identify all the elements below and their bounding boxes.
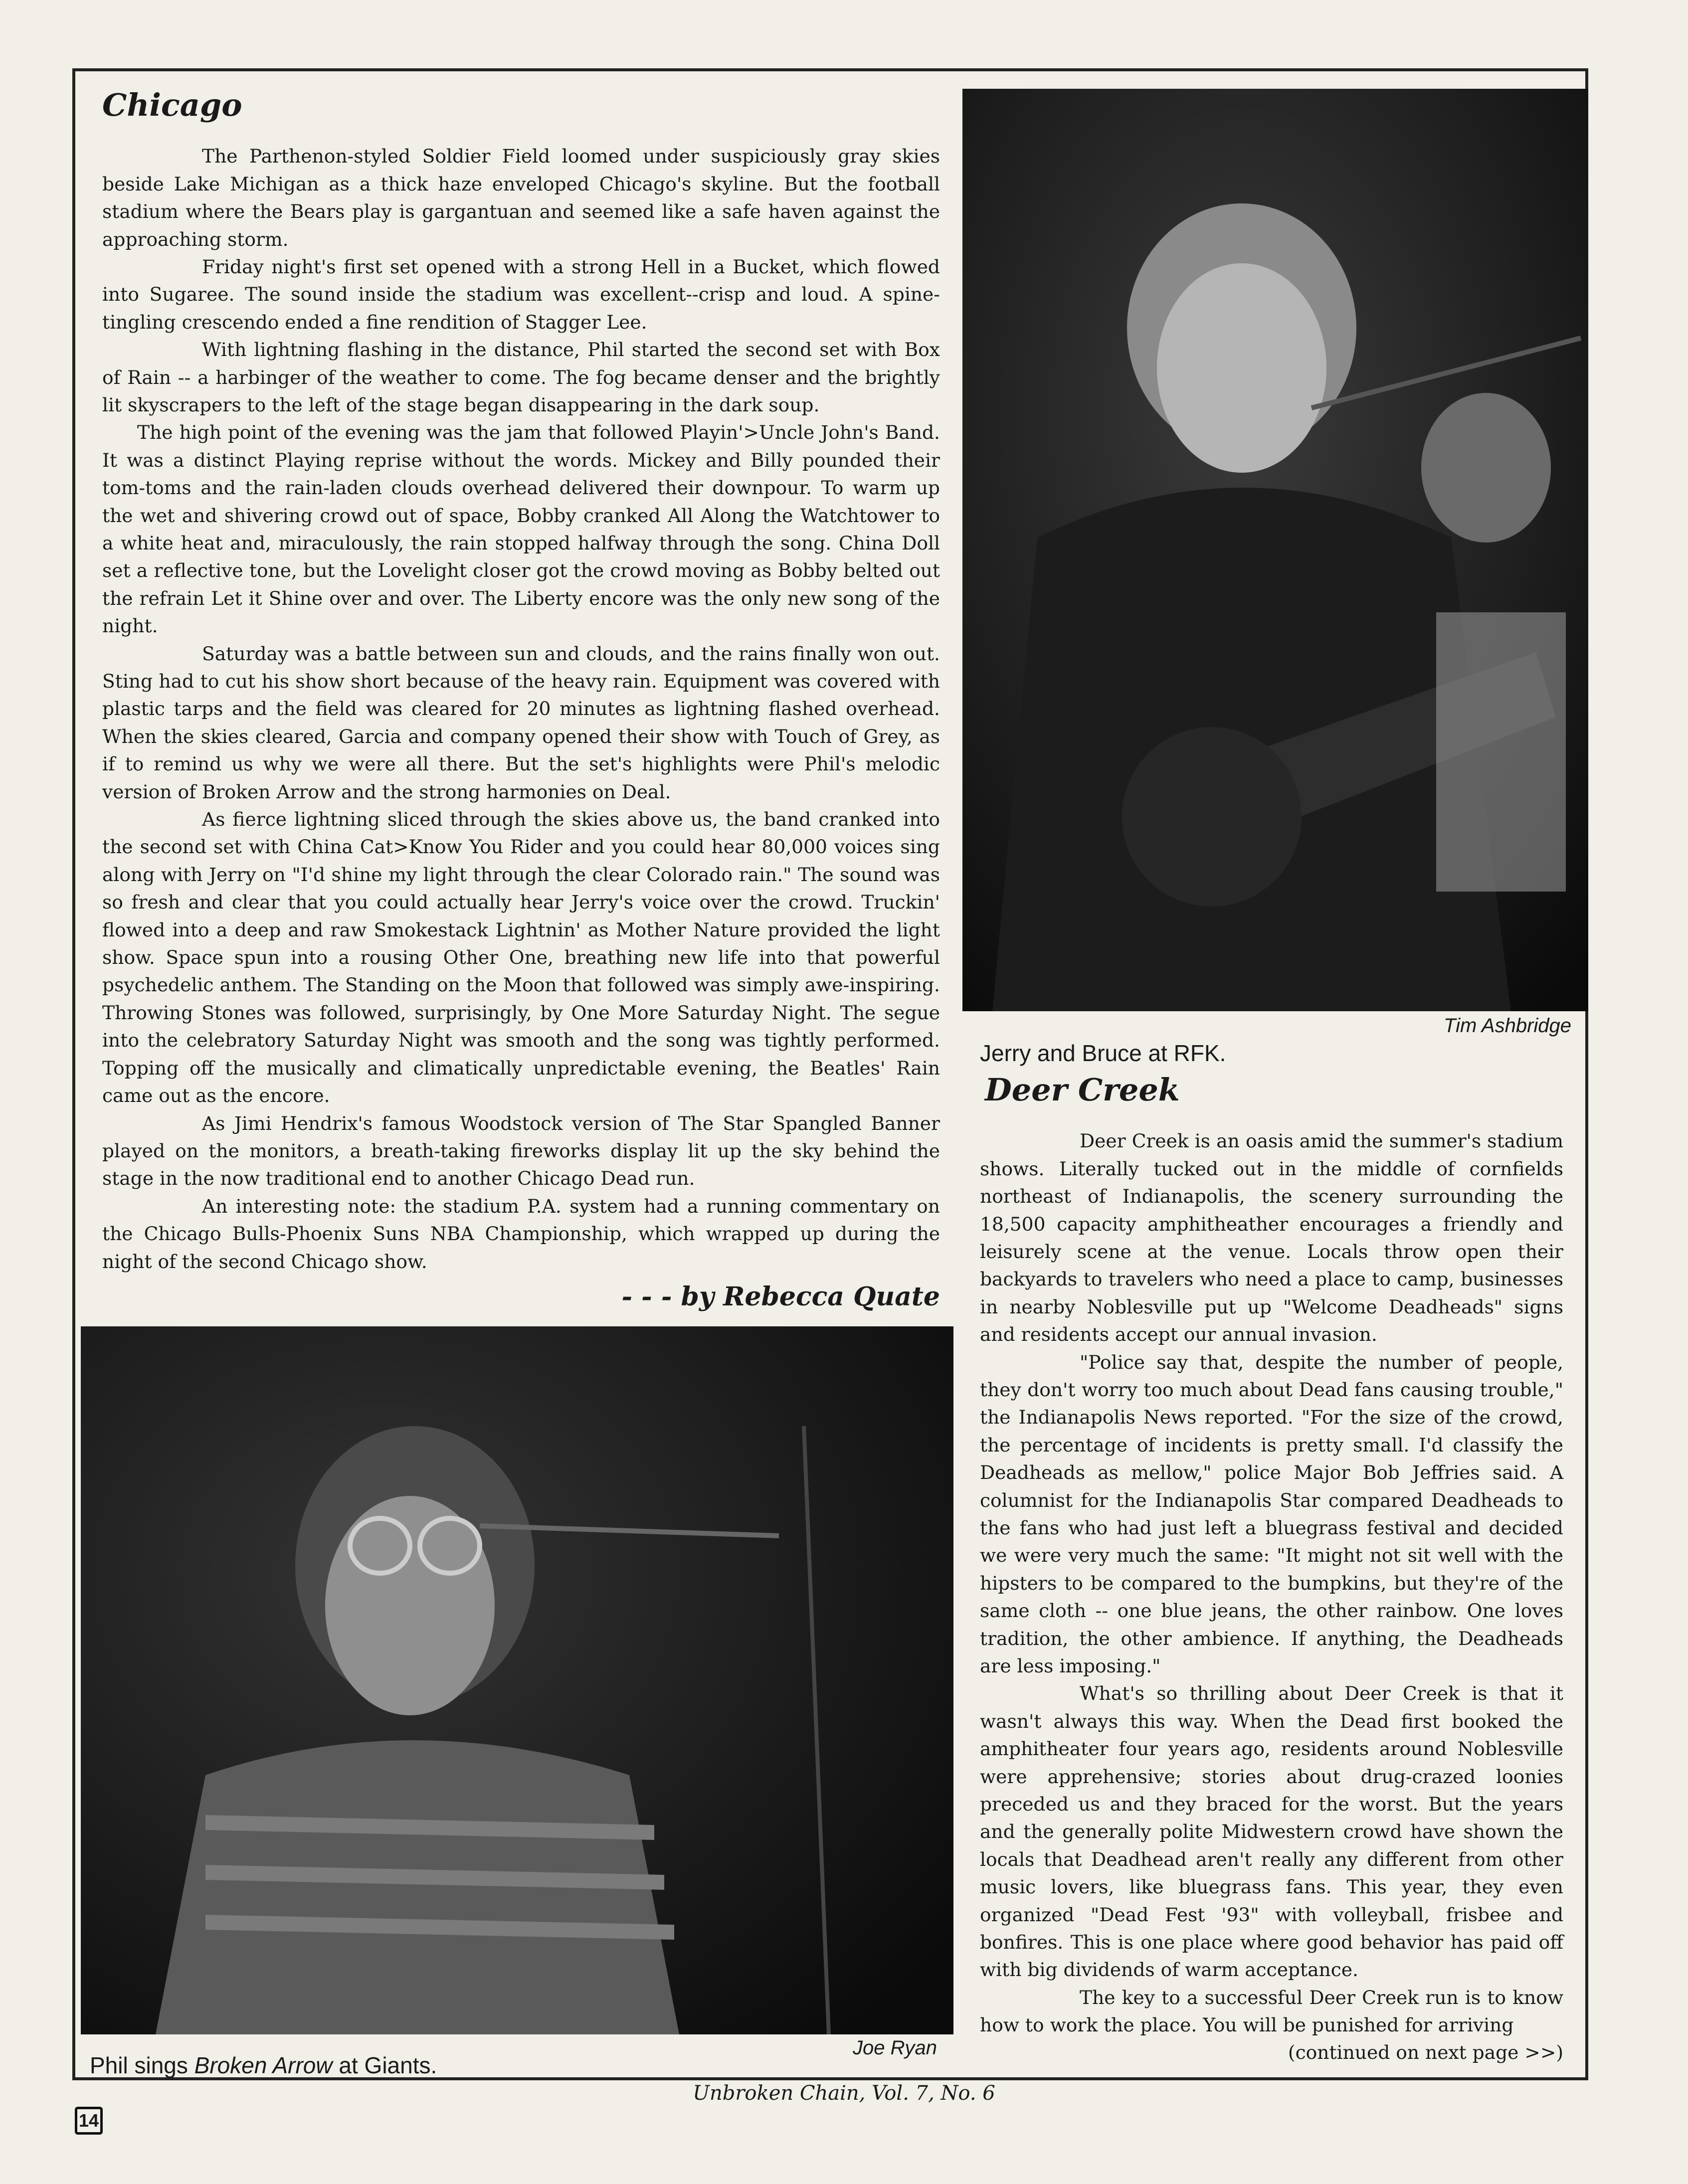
deer-creek-paragraph: Deer Creek is an oasis amid the summer's stadium shows. Literally tucked out in the middle of cornfields northeast of Indianapolis, the scenery surrounding the 18,500 capacity amphitheather encourages a friendly and leisurely scene at the venue. Locals throw open their backyards to travelers who need a place to camp, businesses in nearby Noblesville put up "Welcome Deadheads" signs and residents accept our annual invasion.: [980, 1130, 1563, 1346]
caption-song-title: Broken Arrow: [194, 2052, 333, 2078]
caption-text: Phil sings: [90, 2052, 194, 2078]
chicago-paragraph: The high point of the evening was the jam that followed Playin'>Uncle John's Band. It was a distinct Playing reprise without the words. Mickey and Billy pounded their tom-toms and the rain-laden clouds overhead delivered their downpour. To warm up the wet and shivering crowd out of space, Bobby cranked All Along the Watchtower to a white heat and, miraculously, the rain stopped halfway through the song. China Doll set a reflective tone, but the Lovelight closer got the crowd moving as Bobby belted out the refrain Let it Shine over and over. The Liberty encore was the only new song of the night.: [102, 421, 940, 637]
chicago-byline: - - - by Rebecca Quate: [621, 1281, 940, 1312]
deer-creek-paragraph: "Police say that, despite the number of people, they don't worry too much about Dead fans causing trouble," the Indianapolis News reported. "For the size of the crowd, the percentage of incidents is pretty small. I'd classify the Deadheads as mellow," police Major Bob Jeffries said. A columnist for the Indianapolis Star compared Deadheads to the fans who had just left a bluegrass festival and decided we were very much the same: "It might not sit well with the hipsters to be compared to the bumpkins, but they're of the same cloth -- one blue jeans, the other rainbow. One loves tradition, the other ambience. If anything, the Deadheads are less imposing.": [980, 1351, 1563, 1677]
chicago-paragraph: Saturday was a battle between sun and clouds, and the rains finally won out. Sting had to cut his show short because of the heavy rain. Equipment was covered with plastic tarps and the field was cleared for 20 minutes as lightning flashed overhead. When the skies cleared, Garcia and company opened their show with Touch of Grey, as if to remind us why we were all there. But the set's highlights were Phil's melodic version of Broken Arrow and the strong harmonies on Deal.: [102, 642, 940, 803]
deer-creek-paragraph: What's so thrilling about Deer Creek is that it wasn't always this way. When the Dead first booked the amphitheater four years ago, residents around Noblesville were apprehensive; stories about drug-crazed loonies preceded us and they braced for the worst. But the years and the generally polite Midwestern crowd have shown the locals that Deadhead aren't really any different from other music lovers, like bluegrass fans. This year, they even organized "Dead Fest '93" with volleyball, frisbee and bonfires. This is one place where good behavior has paid off with big dividends of warm acceptance.: [980, 1682, 1563, 1981]
concert-photo-image: [81, 1326, 953, 2034]
deer-creek-article: [980, 1072, 1563, 2063]
caption-text: at Giants.: [332, 2052, 437, 2078]
deer-creek-heading: Deer Creek: [985, 1072, 1180, 1108]
chicago-paragraph: With lightning flashing in the distance, Phil started the second set with Box of Rain -- a harbinger of the weather to come. The fog became denser and the brightly lit skyscrapers to the left of the stage began disappearing in the dark soup.: [102, 339, 940, 416]
chicago-article: [102, 87, 940, 1312]
photo-phil: [81, 1326, 953, 2034]
concert-photo-image: [962, 89, 1588, 1011]
chicago-body: [102, 143, 940, 1275]
page-number: 14: [75, 2107, 103, 2135]
photo-caption-bottom: [90, 2052, 437, 2079]
chicago-heading: Chicago: [102, 87, 242, 123]
deer-creek-paragraph: The key to a successful Deer Creek run is to know how to work the place. You will be punished for arriving: [980, 1986, 1563, 2036]
chicago-paragraph: As Jimi Hendrix's famous Woodstock version of The Star Spangled Banner played on the monitors, a breath-taking fireworks display lit up the sky behind the stage in the now traditional end to another Chicago Dead run.: [102, 1112, 940, 1190]
photo-caption-top: Jerry and Bruce at RFK.: [980, 1040, 1226, 1066]
chicago-paragraph: The Parthenon-styled Soldier Field loomed under suspiciously gray skies beside Lake Michigan as a thick haze enveloped Chicago's skyline. But the football stadium where the Bears play is gargantuan and seemed like a safe haven against the approaching storm.: [102, 145, 940, 250]
chicago-paragraph: As fierce lightning sliced through the skies above us, the band cranked into the second set with China Cat>Know You Rider and you could hear 80,000 voices sing along with Jerry on "I'd shine my light through the clear Colorado rain." The sound was so fresh and clear that you could actually hear Jerry's voice over the crowd. Truckin' flowed into a deep and raw Smokestack Lightnin' as Mother Nature provided the light show. Space spun into a rousing Other One, breathing new life into that powerful psychedelic anthem. The Standing on the Moon that followed was simply awe-inspiring. Throwing Stones was followed, surprisingly, by One More Saturday Night. The segue into the celebratory Saturday Night was smooth and the song was tightly performed. Topping off the musically and climatically unpredictable evening, the Beatles' Rain came out as the encore.: [102, 808, 940, 1107]
chicago-paragraph: Friday night's first set opened with a strong Hell in a Bucket, which flowed into Sugaree. The sound inside the stadium was excellent--crisp and loud. A spine-tingling crescendo ended a fine rendition of Stagger Lee.: [102, 255, 940, 333]
photo-credit-bottom: Joe Ryan: [853, 2037, 937, 2059]
photo-credit-top: Tim Ashbridge: [1444, 1015, 1572, 1037]
photo-jerry-bruce: [962, 89, 1588, 1011]
deer-creek-body: [980, 1127, 1563, 2039]
publication-footer: Unbroken Chain, Vol. 7, No. 6: [693, 2082, 995, 2105]
continued-notice: (continued on next page >>): [1288, 2041, 1563, 2063]
chicago-paragraph: An interesting note: the stadium P.A. system had a running commentary on the Chicago Bulls-Phoenix Suns NBA Championship, which wrapped up during the night of the second Chicago show.: [102, 1195, 940, 1273]
